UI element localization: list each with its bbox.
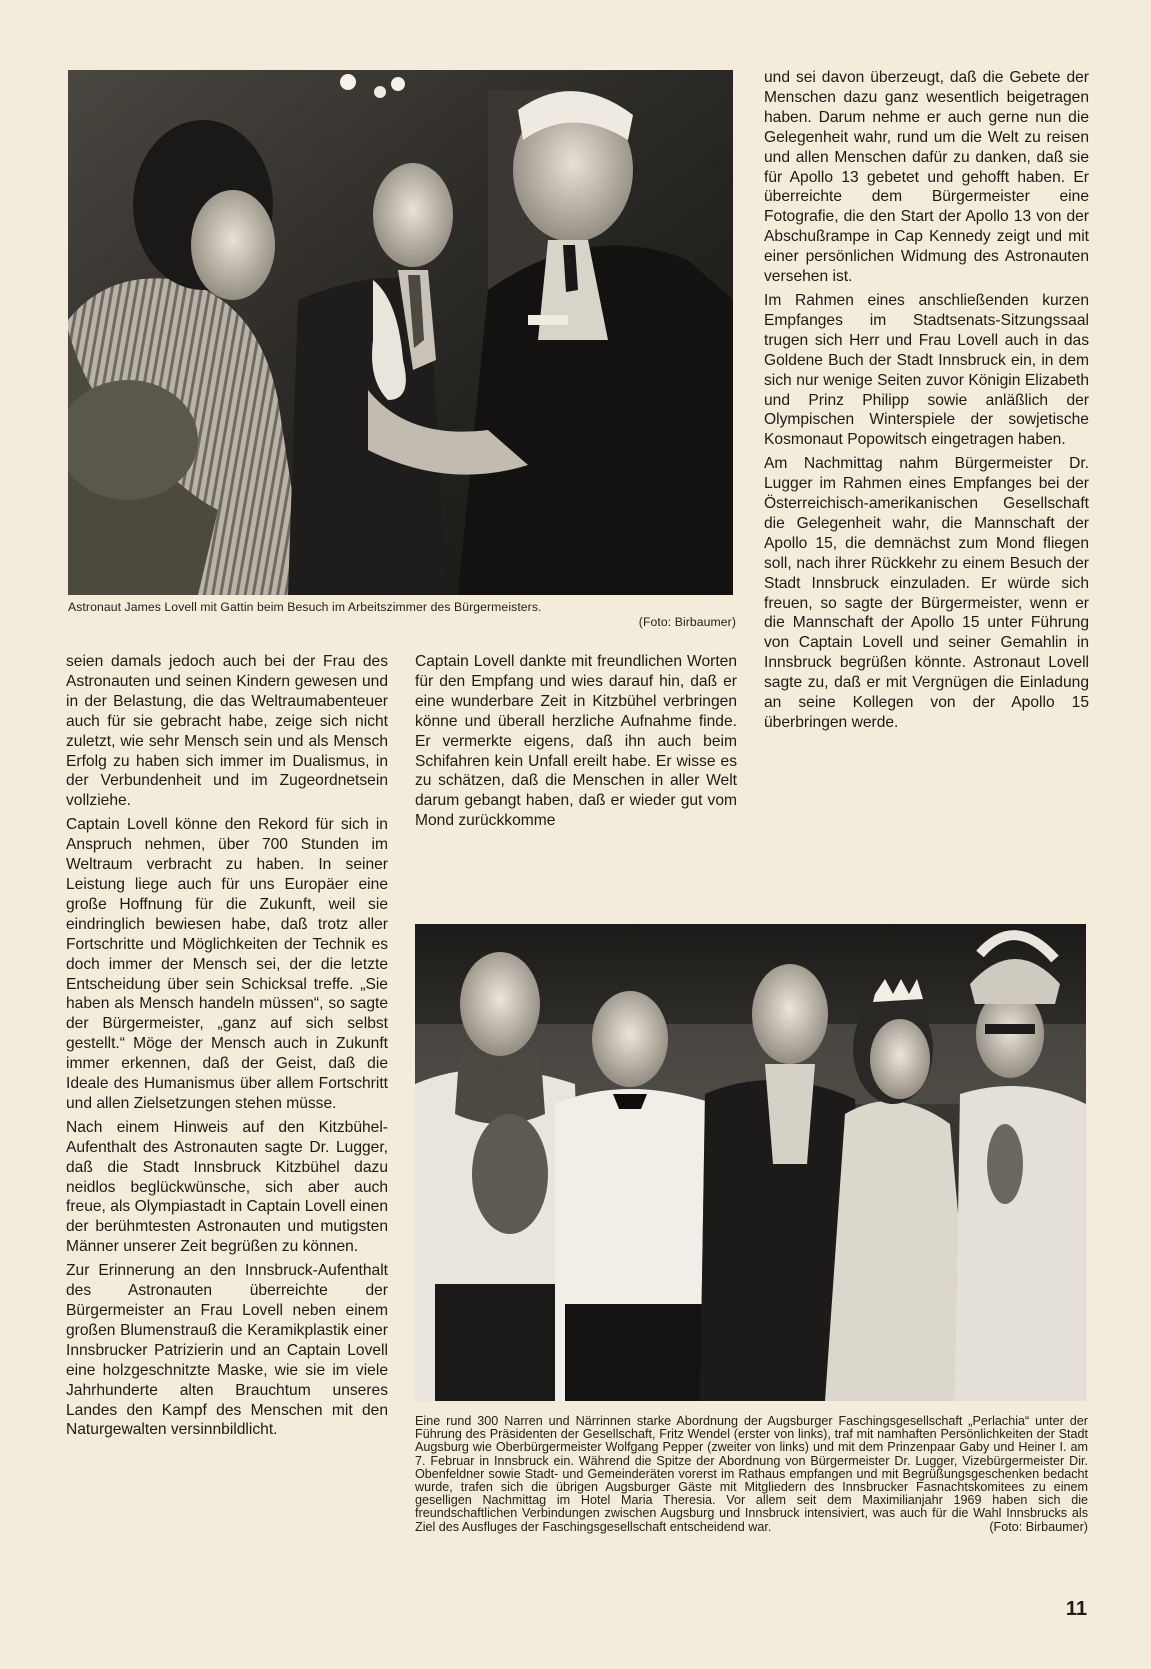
photo-carnival-caption-text: Eine rund 300 Narren und Närrinnen starke Abordnung der Augsburger Faschingsgesellschaft „Perlachia“ unter der Führung des Präsidenten der Gesellschaft, Fritz Wendel (erster von links), traf mit namhaften Persönlichkeiten der Stadt Augsburg wie Oberbürgermeister Wolfgang Pepper (zweiter von links) und mit dem Prinzenpaar Gaby und Heiner I. am 7. Februar in Innsbruck ein. Während die Spitze der Abordnung von Bürgermeister Dr. Lugger, Vizebürgermeister Dir. Obenfeldner sowie Stadt- und Gemeinderäten vorerst im Rathaus empfangen und mit Begrüßungsgeschenken bedacht wurde, trafen sich die übrigen Augsburger Gäste mit Mitgliedern des Innsbrucker Fasnachtskomitees zu einem geselligen Nachmittag im Hotel Maria Theresia. Vor allem seit dem Maximilianjahr 1969 haben sich die freundschaftlichen Verbindungen zwischen Augsburg und Innsbruck intensiviert, was auch für die Wahl Innsbrucks als Ziel des Ausfluges der Faschingsgesellschaft entscheidend war.	[415, 1414, 1088, 1534]
paragraph: Captain Lovell dankte mit freundlichen Worten für den Empfang und wies darauf hin, daß er eine wunderbare Zeit in Kitzbühel verbringen könne und überall herzliche Aufnahme finde. Er vermerkte eigens, daß ihn auch beim Schifahren kein Unfall ereilt habe. Er wisse es zu schätzen, daß die Menschen in aller Welt darum gebangt haben, daß er wieder gut vom Mond zurückkomme	[415, 653, 737, 830]
paragraph: Im Rahmen eines anschließenden kurzen Empfanges im Stadtsenats-Sitzungssaal trugen sich Herr und Frau Lovell auch in das Goldene Buch der Stadt Innsbruck ein, in dem sich nur wenige Seiten zuvor Königin Elizabeth und Prinz Philipp sowie anläßlich der Olympischen Winterspiele der sowjetische Kosmonaut Popowitsch eingetragen haben.	[764, 291, 1089, 449]
column-right	[764, 68, 1089, 737]
photo-lovell-caption	[68, 600, 736, 629]
photo-lovell-caption-text: Astronaut James Lovell mit Gattin beim Besuch im Arbeitszimmer des Bürgermeisters.	[68, 600, 542, 614]
photo-carnival-credit: (Foto: Birbaumer)	[989, 1519, 1088, 1534]
paragraph: und sei davon überzeugt, daß die Gebete der Menschen dazu ganz wesentlich beigetragen haben. Darum nehme er auch gerne nun die Gelegenheit wahr, rund um die Welt zu reisen und allen Menschen dafür zu danken, daß sie für Apollo 13 gebetet und gehofft haben. Er überreichte dem Bürgermeister eine Fotografie, die den Start der Apollo 13 von der Abschußrampe in Cap Kennedy zeigt und mit einer persönlichen Widmung des Astronauten versehen ist.	[764, 69, 1089, 286]
page-number: 11	[1065, 1598, 1087, 1620]
photo-lovell-credit: (Foto: Birbaumer)	[638, 614, 736, 629]
photo-carnival-caption	[415, 1415, 1088, 1534]
paragraph: seien damals jedoch auch bei der Frau des Astronauten und seinen Kindern gewesen und in der Belastung, die das Weltraumabenteuer auch für sie gebracht habe, zeige sich nicht zuletzt, wie sehr Mensch sein und als Mensch Erfolg zu haben sich immer im Dualismus, in der Verbundenheit und im Zugeordnetsein vollziehe.	[66, 653, 388, 810]
paragraph: Captain Lovell könne den Rekord für sich in Anspruch nehmen, über 700 Stunden im Weltraum verbracht zu haben. In seiner Leistung liege auch für uns Europäer eine große Hoffnung für die Zukunft, weil sie eindringlich bewiesen habe, daß trotz aller Fortschritte und Möglichkeiten der Technik es doch immer der Mensch sei, der die letzte Entscheidung über sein Schicksal treffe. „Sie haben als Mensch handeln müssen“, so sagte der Bürgermeister, „ganz auf sich selbst gestellt.“ Möge der Mensch auch in Zukunft immer erkennen, daß der Geist, daß die Ideale des Humanismus über allem Fortschritt und allen Zielsetzungen stehen müsse.	[66, 816, 388, 1112]
photo-carnival-image	[415, 924, 1086, 1401]
photo-lovell-visit	[68, 70, 733, 595]
column-left	[66, 652, 388, 1444]
photo-carnival-delegation	[415, 924, 1086, 1401]
column-middle	[415, 652, 737, 835]
paragraph: Am Nachmittag nahm Bürgermeister Dr. Lugger im Rahmen eines Empfanges bei der Österreichisch-amerikanischen Gesellschaft die Gelegenheit wahr, die Mannschaft der Apollo 15, die demnächst zum Mond fliegen soll, nach ihrer Rückkehr zu einem Besuch der Stadt Innsbruck einzuladen. Er würde sich freuen, so sagte der Bürgermeister, wenn er die Mannschaft der Apollo 15 unter Führung von Captain Lovell und seiner Gemahlin in Innsbruck begrüßen könnte. Astronaut Lovell sagte zu, daß er mit Vergnügen die Einladung an seine Kollegen von der Apollo 15 überbringen werde.	[764, 455, 1089, 731]
paragraph: Zur Erinnerung an den Innsbruck-Aufenthalt des Astronauten überreichte der Bürgermeister an Frau Lovell neben einem großen Blumenstrauß die Keramikplastik einer Innsbrucker Patrizierin und an Captain Lovell eine holzgeschnitzte Maske, wie sie im viele Jahrhunderte alten Brauchtum unseres Landes den Kampf des Menschen mit den Naturgewalten versinnbildlicht.	[66, 1262, 388, 1439]
paragraph: Nach einem Hinweis auf den Kitzbühel-Aufenthalt des Astronauten sagte Dr. Lugger, daß die Stadt Innsbruck Kitzbühel dazu neidlos beglückwünsche, sich aber auch freue, als Olympiastadt in Captain Lovell einen der berühmtesten Astronauten und mutigsten Männer unserer Zeit begrüßen zu können.	[66, 1118, 388, 1256]
photo-lovell-visit-image	[68, 70, 733, 595]
